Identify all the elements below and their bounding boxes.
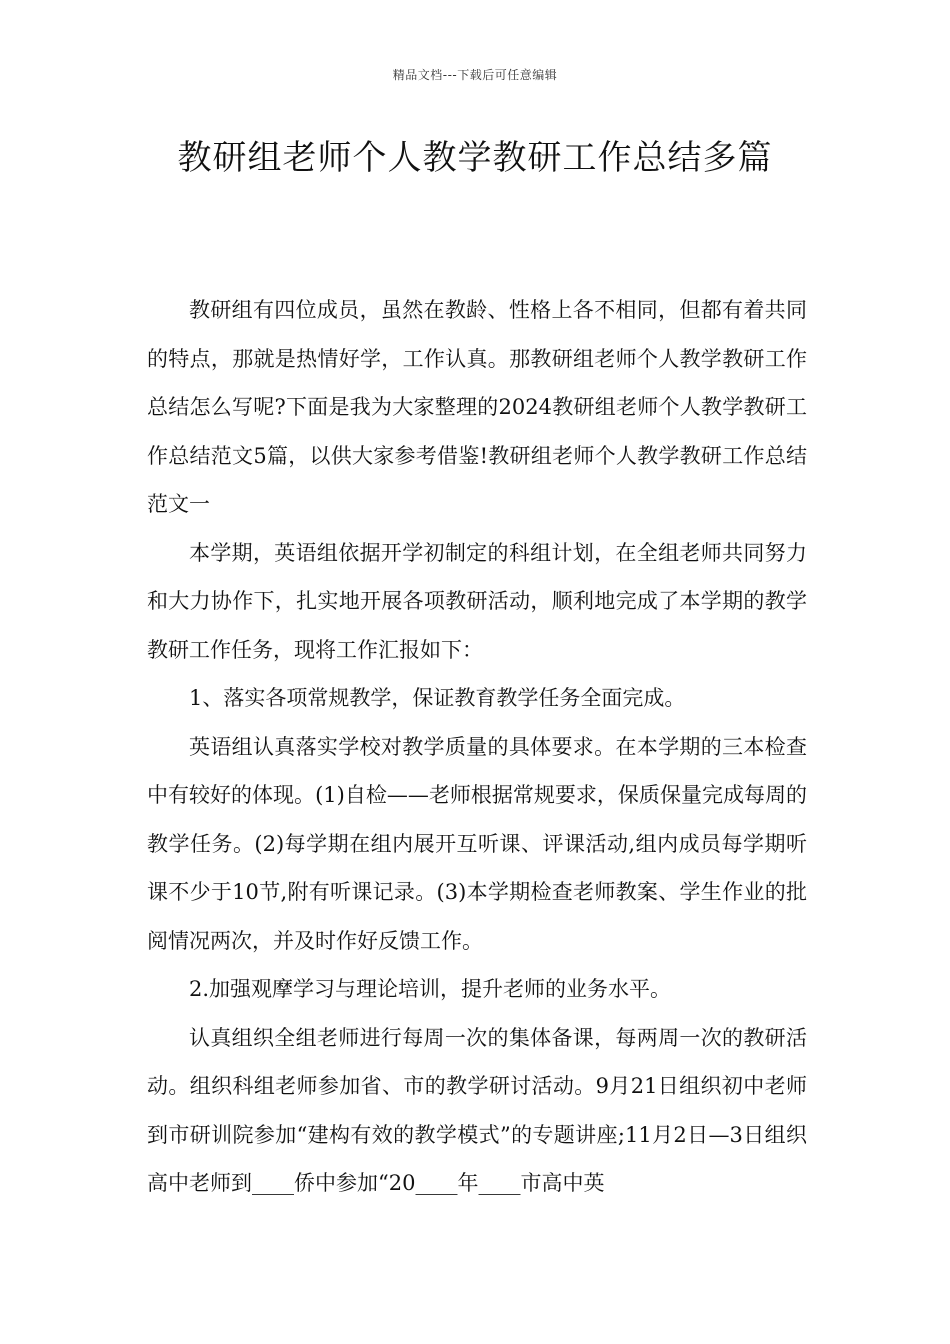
document-title: 教研组老师个人教学教研工作总结多篇	[177, 138, 773, 178]
paragraph-routine-teaching: 英语组认真落实学校对教学质量的具体要求。在本学期的三本检查中有较好的体现。(1)自检——老师根据常规要求，保质保量完成每周的教学任务。(2)每学期在组内展开互听课、评课活动,组内成员每学期听课不少于10节,附有听课记录。(3)本学期检查老师教案、学生作业的批阅情况两次，并及时作好反馈工作。	[147, 734, 807, 953]
paragraph-training: 认真组织全组老师进行每周一次的集体备课，每两周一次的教研活动。组织科组老师参加省、市的教学研讨活动。9月21日组织初中老师到市研训院参加“建构有效的教学模式”的专题讲座;11月2日—3日组织高中老师到____侨中参加“20____年____市高中英	[147, 1025, 807, 1195]
paragraph-intro: 教研组有四位成员，虽然在教龄、性格上各不相同，但都有着共同的特点，那就是热情好学，工作认真。那教研组老师个人教学教研工作总结怎么写呢?下面是我为大家整理的2024教研组老师个人教学教研工作总结范文5篇，以供大家参考借鉴!教研组老师个人教学教研工作总结范文一	[147, 298, 807, 516]
section-heading-1: 1、落实各项常规教学，保证教育教学任务全面完成。	[189, 686, 686, 710]
section-heading-2: 2.加强观摩学习与理论培训，提升老师的业务水平。	[189, 977, 672, 1001]
paragraph-semester-overview: 本学期，英语组依据开学初制定的科组计划，在全组老师共同努力和大力协作下，扎实地开展各项教研活动，顺利地完成了本学期的教学教研工作任务，现将工作汇报如下：	[147, 540, 807, 662]
page-header: 精品文档---下载后可任意编辑	[392, 68, 558, 82]
document-body	[147, 286, 807, 1208]
